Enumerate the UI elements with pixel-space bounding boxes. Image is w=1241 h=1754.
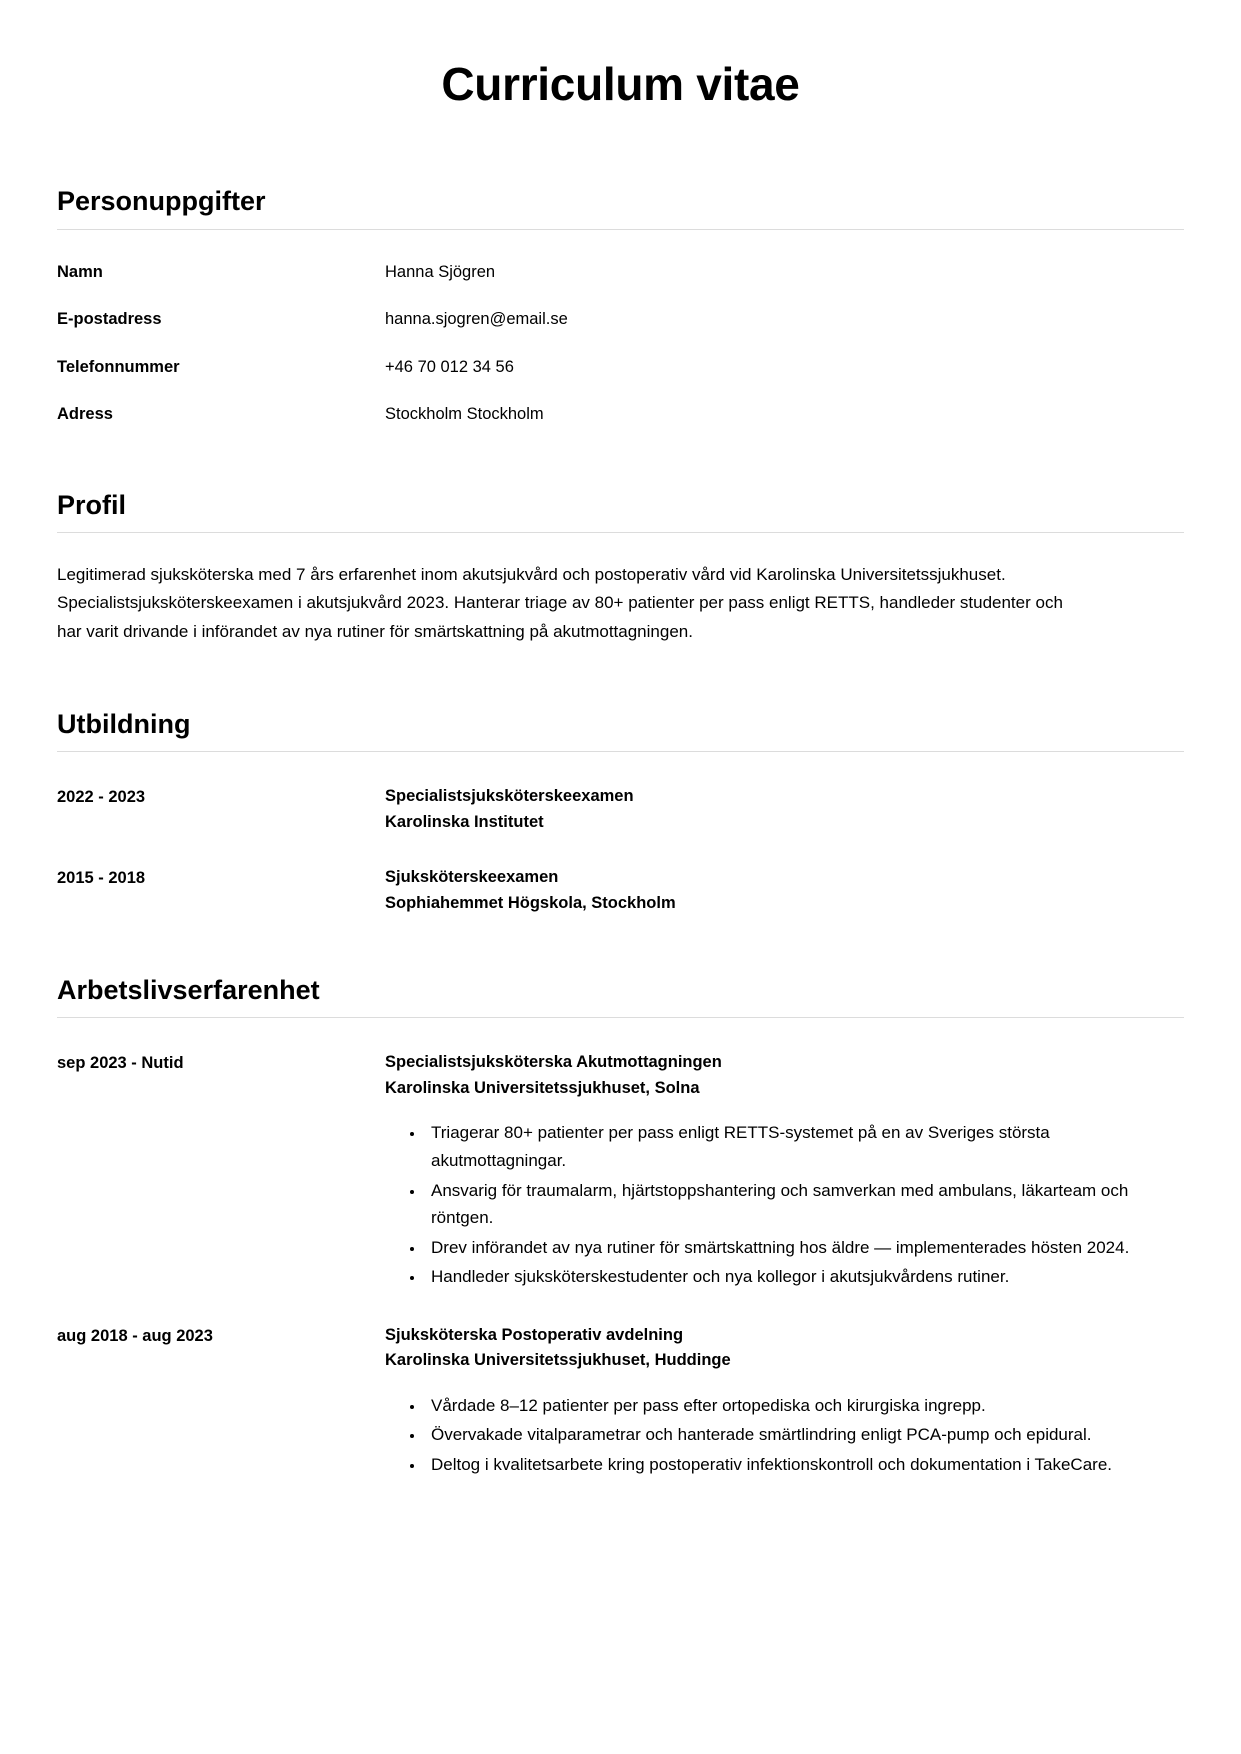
personal-detail-row <box>57 331 1184 378</box>
education-entry-school: Sophiahemmet Högskola, Stockholm <box>385 894 676 913</box>
section-divider <box>57 532 1184 533</box>
section-education <box>57 708 1184 917</box>
education-entry-body <box>385 784 1184 835</box>
personal-details-list <box>57 230 1184 426</box>
personal-detail-label: Telefonnummer <box>57 357 180 376</box>
list-item: • Deltog i kvalitetsarbete kring postoperativ infektionskontroll och dokumentation i TakeCare. <box>425 1451 1184 1481</box>
experience-entry-bullets <box>385 1392 1184 1481</box>
experience-entry-date: aug 2018 - aug 2023 <box>57 1326 213 1345</box>
education-entry-degree: Sjuksköterskeexamen <box>385 868 559 887</box>
personal-detail-row <box>57 283 1184 330</box>
experience-entry-body <box>385 1050 1184 1292</box>
personal-detail-row <box>57 230 1184 283</box>
section-work-experience <box>57 974 1184 1481</box>
education-entry-date: 2022 - 2023 <box>57 788 146 807</box>
experience-entry-employer: Karolinska Universitetssjukhuset, Huddinge <box>385 1351 731 1370</box>
section-heading-profile: Profil <box>57 489 127 520</box>
personal-detail-row <box>57 378 1184 425</box>
education-entry <box>57 835 1184 916</box>
section-heading-personal-details: Personuppgifter <box>57 186 266 217</box>
list-item: • Triagerar 80+ patienter per pass enligt RETTS-systemet på en av Sveriges största akutmottagningar. <box>425 1119 1184 1176</box>
education-entry-school: Karolinska Institutet <box>385 812 544 831</box>
profile-summary-text: Legitimerad sjuksköterska med 7 års erfarenhet inom akutsjukvård och postoperativ vård vid Karolinska Universitetssjukhuset. Specialistsjuksköterskeexamen i akutsjukvård 2023. Hanterar triage av 80+ patienter per pass enligt RETTS, handleder studenter och har varit drivande i införandet av nya rutiner för smärtskattning på akutmottagningen. <box>57 565 1063 641</box>
experience-entry <box>57 1293 1184 1481</box>
education-entry-degree: Specialistsjuksköterskeexamen <box>385 787 634 806</box>
list-item: • Drev införandet av nya rutiner för smärtskattning hos äldre — implementerades hösten 2024. <box>425 1234 1184 1264</box>
list-item: • Vårdade 8–12 patienter per pass efter ortopediska och kirurgiska ingrepp. <box>425 1392 1184 1422</box>
page-title: Curriculum vitae <box>441 58 800 110</box>
experience-entry-date: sep 2023 - Nutid <box>57 1054 184 1073</box>
list-item: • Övervakade vitalparametrar och hanterade smärtlindring enligt PCA-pump och epidural. <box>425 1421 1184 1451</box>
experience-entry-bullets <box>385 1119 1184 1292</box>
personal-detail-value: +46 70 012 34 56 <box>385 357 514 376</box>
experience-entry-employer: Karolinska Universitetssjukhuset, Solna <box>385 1078 700 1097</box>
experience-entry-role: Specialistsjuksköterska Akutmottagningen <box>385 1053 722 1072</box>
section-heading-education: Utbildning <box>57 708 191 739</box>
education-entry <box>57 752 1184 835</box>
personal-detail-value: Hanna Sjögren <box>385 262 496 281</box>
experience-entry <box>57 1018 1184 1292</box>
list-item: • Ansvarig för traumalarm, hjärtstoppshantering och samverkan med ambulans, läkarteam och röntgen. <box>425 1177 1184 1234</box>
personal-detail-label: Namn <box>57 262 103 281</box>
personal-detail-value: hanna.sjogren@email.se <box>385 310 568 329</box>
experience-entry-body <box>385 1323 1184 1481</box>
section-heading-work-experience: Arbetslivserfarenhet <box>57 974 320 1005</box>
personal-detail-label: E-postadress <box>57 310 162 329</box>
section-profile <box>57 489 1184 646</box>
personal-detail-label: Adress <box>57 405 113 424</box>
list-item: • Handleder sjuksköterskestudenter och nya kollegor i akutsjukvårdens rutiner. <box>425 1263 1184 1293</box>
section-personal-details <box>57 185 1184 426</box>
personal-detail-value: Stockholm Stockholm <box>385 405 544 424</box>
experience-entry-role: Sjuksköterska Postoperativ avdelning <box>385 1325 684 1344</box>
education-entry-body <box>385 865 1184 916</box>
education-entry-date: 2015 - 2018 <box>57 869 146 888</box>
